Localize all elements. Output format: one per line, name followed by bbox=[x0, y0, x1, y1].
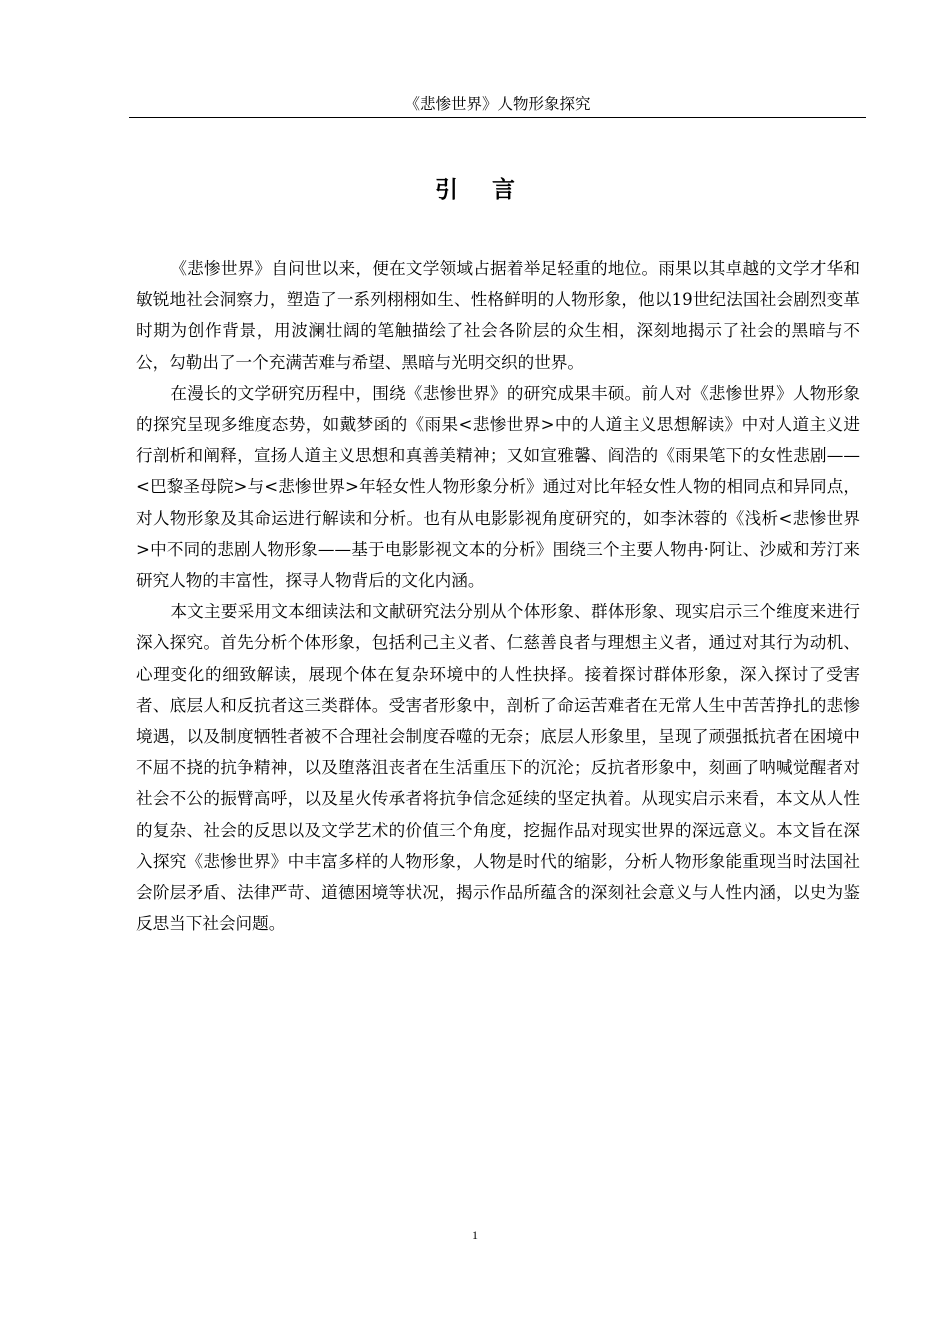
body-text bbox=[136, 253, 860, 939]
section-title-char-1: 引 bbox=[435, 177, 458, 203]
section-title bbox=[0, 172, 950, 208]
paragraph-1: 《悲惨世界》自问世以来，便在文学领域占据着举足轻重的地位。雨果以其卓越的文学才华和敏锐地社会洞察力，塑造了一系列栩栩如生、性格鲜明的人物形象，他以19世纪法国社会剧烈变革时期为创作背景，用波澜壮阔的笔触描绘了社会各阶层的众生相，深刻地揭示了社会的黑暗与不公，勾勒出了一个充满苦难与希望、黑暗与光明交织的世界。 bbox=[136, 259, 860, 372]
section-title-char-2: 言 bbox=[492, 177, 515, 203]
paragraph-2: 在漫长的文学研究历程中，围绕《悲惨世界》的研究成果丰硕。前人对《悲惨世界》人物形象的探究呈现多维度态势，如戴梦函的《雨果<悲惨世界>中的人道主义思想解读》中对人道主义进行剖析和阐释，宣扬人道主义思想和真善美精神；又如宣雅馨、阎浩的《雨果笔下的女性悲剧——<巴黎圣母院>与<悲惨世界>年轻女性人物形象分析》通过对比年轻女性人物的相同点和异同点，对人物形象及其命运进行解读和分析。也有从电影影视角度研究的，如李沐蓉的《浅析<悲惨世界>中不同的悲剧人物形象——基于电影影视文本的分析》围绕三个主要人物冉·阿让、沙威和芳汀来研究人物的丰富性，探寻人物背后的文化内涵。 bbox=[136, 383, 860, 591]
running-title: 《悲惨世界》人物形象探究 bbox=[404, 95, 591, 113]
page-number: 1 bbox=[472, 1228, 478, 1242]
running-header bbox=[129, 92, 866, 118]
paragraph-3: 本文主要采用文本细读法和文献研究法分别从个体形象、群体形象、现实启示三个维度来进行深入探究。首先分析个体形象，包括利己主义者、仁慈善良者与理想主义者，通过对其行为动机、心理变化的细致解读，展现个体在复杂环境中的人性抉择。接着探讨群体形象，深入探讨了受害者、底层人和反抗者这三类群体。受害者形象中，剖析了命运苦难者在无常人生中苦苦挣扎的悲惨境遇，以及制度牺牲者被不合理社会制度吞噬的无奈；底层人形象里，呈现了顽强抵抗者在困境中不屈不挠的抗争精神，以及堕落沮丧者在生活重压下的沉沦；反抗者形象中，刻画了呐喊觉醒者对社会不公的振臂高呼，以及星火传承者将抗争信念延续的坚定执着。从现实启示来看，本文从人性的复杂、社会的反思以及文学艺术的价值三个角度，挖掘作品对现实世界的深远意义。本文旨在深入探究《悲惨世界》中丰富多样的人物形象，人物是时代的缩影，分析人物形象能重现当时法国社会阶层矛盾、法律严苛、道德困境等状况，揭示作品所蕴含的深刻社会意义与人性内涵，以史为鉴反思当下社会问题。 bbox=[136, 602, 860, 934]
